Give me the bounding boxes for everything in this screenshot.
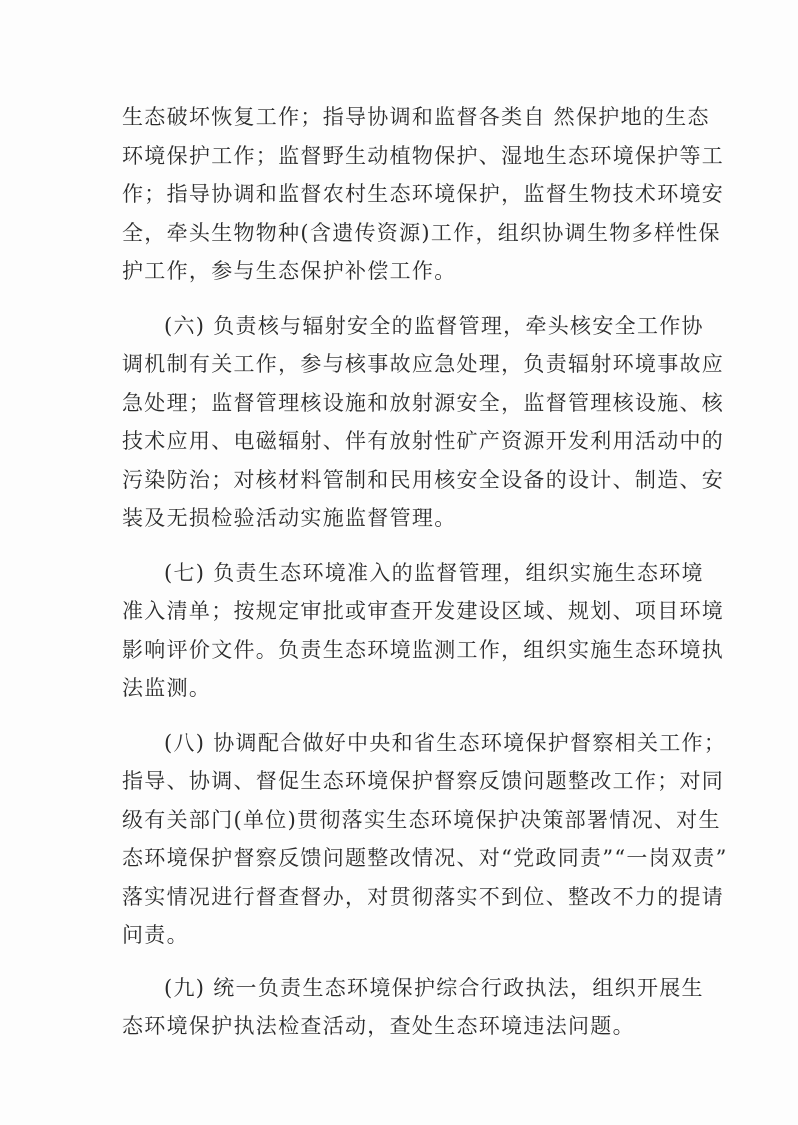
paragraph — [122, 969, 704, 1046]
text-line: 法监测。 — [122, 676, 212, 700]
paragraph — [122, 724, 728, 955]
text-line: (八) 协调配合做好中央和省生态环境保护督察相关工作； — [164, 730, 727, 755]
text-line: 准入清单；按规定审批或审查开发建设区域、规划、项目环境 — [122, 599, 725, 623]
paragraph — [122, 98, 725, 291]
text-line: 生态破坏恢复工作；指导协调和监督各类自 然保护地的生态 — [122, 105, 710, 129]
text-line: 技术应用、电磁辐射、伴有放射性矿产资源开发利用活动中的 — [122, 429, 725, 453]
text-line: 落实情况进行督查督办，对贯彻落实不到位、整改不力的提请 — [122, 884, 725, 909]
text-line: 护工作，参与生态保护补偿工作。 — [122, 259, 457, 283]
paragraph — [122, 307, 725, 538]
text-line: 态环境保护督察反馈问题整改情况、对“党政同责”“一岗双责” — [122, 846, 728, 870]
document-body — [122, 98, 728, 1046]
text-line: 污染防治；对核材料管制和民用核安全设备的设计、制造、安 — [122, 467, 725, 492]
text-line: 态环境保护执法检查活动，查处生态环境违法问题。 — [122, 1014, 635, 1038]
text-line: (九) 统一负责生态环境保护综合行政执法，组织开展生 — [164, 975, 704, 1000]
text-line: 环境保护工作；监督野生动植物保护、湿地生态环境保护等工 — [122, 143, 725, 168]
text-line: (七) 负责生态环境准入的监督管理，组织实施生态环境 — [164, 560, 704, 585]
text-line: 问责。 — [122, 923, 189, 947]
text-line: 调机制有关工作，参与核事故应急处理，负责辐射环境事故应 — [122, 352, 725, 376]
text-line: 全，牵头生物物种(含遗传资源)工作，组织协调生物多样性保 — [122, 220, 721, 245]
text-line: 影响评价文件。负责生态环境监测工作，组织实施生态环境执 — [122, 637, 725, 662]
text-line: 急处理；监督管理核设施和放射源安全，监督管理核设施、核 — [122, 390, 725, 415]
text-line: 装及无损检验活动实施监督管理。 — [122, 506, 457, 530]
text-line: 级有关部门(单位)贯彻落实生态环境保护决策部署情况、对生 — [122, 807, 721, 832]
text-line: 作；指导协调和监督农村生态环境保护，监督生物技术环境安 — [122, 182, 725, 206]
text-line: 指导、协调、督促生态环境保护督察反馈问题整改工作；对同 — [122, 769, 725, 793]
text-line: (六) 负责核与辐射安全的监督管理，牵头核安全工作协 — [164, 313, 704, 338]
paragraph — [122, 554, 725, 708]
